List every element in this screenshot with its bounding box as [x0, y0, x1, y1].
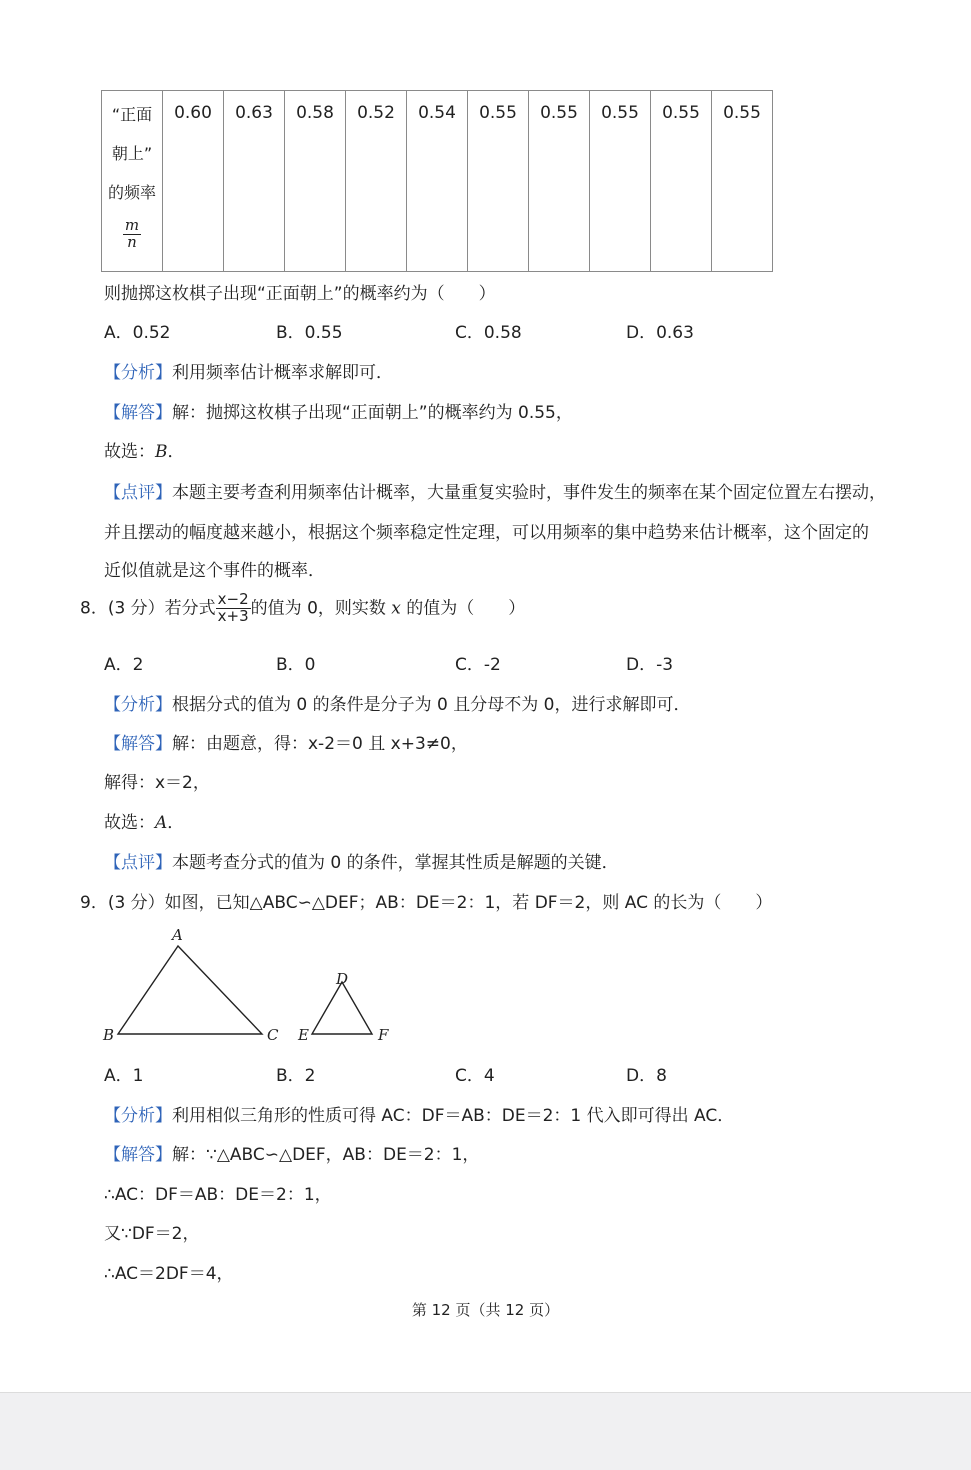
table-cell: 0.55	[651, 91, 712, 272]
q9-step-2: 又∵DF＝2，	[104, 1224, 200, 1244]
similar-triangles-figure	[100, 922, 410, 1052]
q8-variable: x	[391, 598, 401, 619]
q8-suffix-a: 的值为 0，则实数	[250, 598, 392, 619]
q8-prefix: 8．(3 分）若分式	[80, 598, 216, 619]
vertex-label-f: F	[378, 1026, 389, 1044]
solution-tag: 【解答】	[104, 1145, 172, 1165]
row-label-line: 朝上”	[111, 144, 153, 163]
choice-prefix: 故选：	[104, 442, 155, 462]
q8-option-d: D．-3	[626, 655, 674, 675]
vertex-label-d: D	[336, 970, 349, 988]
table-cell: 0.60	[163, 91, 224, 272]
analysis-tag: 【分析】	[104, 363, 172, 383]
viewer-bottom-bar	[0, 1392, 971, 1470]
q8-question	[80, 592, 525, 625]
row-label-line: 的频率	[107, 183, 156, 202]
q7-option-c: C．0.58	[455, 323, 522, 343]
q7-choice: 故选：B．	[104, 442, 185, 462]
fraction-numerator: x−2	[217, 590, 249, 608]
table-cell: 0.55	[590, 91, 651, 272]
vertex-label-e: E	[298, 1026, 309, 1044]
q8-solved: 解得：x＝2，	[104, 773, 210, 793]
q8-analysis	[104, 690, 690, 715]
q9-question: 9．(3 分）如图，已知△ABC∽△DEF；AB：DE＝2：1，若 DF＝2，则 AC 的长为（ ）	[80, 893, 773, 913]
table-cell: 0.63	[224, 91, 285, 272]
q9-option-a: A．1	[104, 1066, 144, 1086]
table-cell: 0.55	[468, 91, 529, 272]
q9-option-c: C．4	[455, 1066, 495, 1086]
choice-prefix: 故选：	[104, 813, 155, 833]
solution-text: 解：∵△ABC∽△DEF，AB：DE＝2：1，	[172, 1145, 480, 1165]
vertex-label-c: C	[267, 1026, 279, 1044]
q9-analysis	[104, 1101, 734, 1126]
q8-option-a: A．2	[104, 655, 144, 675]
q8-fraction	[216, 592, 251, 625]
q8-comment	[104, 848, 619, 873]
page-footer: 第 12 页（共 12 页）	[411, 1301, 560, 1319]
solution-text: 解：由题意，得：x-2＝0 且 x+3≠0，	[172, 734, 468, 754]
triangle-abc	[118, 946, 262, 1034]
q8-suffix-b: 的值为（ ）	[400, 598, 526, 619]
solution-text: 解：抛掷这枚棋子出现“正面朝上”的概率约为 0.55，	[172, 403, 573, 423]
q9-option-b: B．2	[276, 1066, 316, 1086]
q7-comment	[104, 478, 886, 503]
analysis-text: 利用频率估计概率求解即可．	[172, 363, 393, 383]
comment-tag: 【点评】	[104, 853, 172, 873]
comment-tag: 【点评】	[104, 483, 172, 503]
q7-option-d: D．0.63	[626, 323, 694, 343]
solution-tag: 【解答】	[104, 403, 172, 423]
solution-tag: 【解答】	[104, 734, 172, 754]
table-cell: 0.55	[712, 91, 773, 272]
table-row	[102, 91, 773, 272]
analysis-text: 根据分式的值为 0 的条件是分子为 0 且分母不为 0，进行求解即可．	[172, 695, 691, 715]
vertex-label-b: B	[103, 1026, 115, 1044]
frequency-table	[101, 90, 773, 272]
row-label-cell	[102, 91, 163, 272]
analysis-tag: 【分析】	[104, 695, 172, 715]
q8-solution	[104, 729, 468, 754]
q9-option-d: D．8	[626, 1066, 667, 1086]
choice-letter: A	[155, 813, 168, 833]
fraction-denominator: x+3	[217, 606, 249, 625]
fraction-denominator: n	[127, 232, 137, 251]
q7-analysis	[104, 358, 393, 383]
analysis-tag: 【分析】	[104, 1106, 172, 1126]
q7-question-tail: 则抛掷这枚棋子出现“正面朝上”的概率约为（ ）	[104, 284, 496, 304]
q8-option-c: C．-2	[455, 655, 501, 675]
q7-comment-line-3: 近似值就是这个事件的概率．	[104, 561, 325, 581]
q7-solution	[104, 398, 573, 423]
triangle-def	[312, 982, 372, 1034]
choice-letter: B	[155, 442, 168, 462]
fraction-numerator: m	[124, 216, 140, 234]
q7-option-a: A．0.52	[104, 323, 171, 343]
row-label-line: “正面	[111, 105, 153, 124]
q8-option-b: B．0	[276, 655, 316, 675]
q9-step-3: ∴AC＝2DF＝4，	[104, 1264, 234, 1284]
comment-text: 本题考查分式的值为 0 的条件，掌握其性质是解题的关键．	[172, 853, 619, 873]
analysis-text: 利用相似三角形的性质可得 AC：DF＝AB：DE＝2：1 代入即可得出 AC．	[172, 1106, 735, 1126]
q7-comment-line-2: 并且摆动的幅度越来越小，根据这个频率稳定性定理，可以用频率的集中趋势来估计概率，这个固定的	[104, 523, 869, 543]
comment-line: 本题主要考查利用频率估计概率，大量重复实验时，事件发生的频率在某个固定位置左右摆动，	[172, 483, 886, 503]
table-cell: 0.58	[285, 91, 346, 272]
q7-option-b: B．0.55	[276, 323, 343, 343]
q9-step-1: ∴AC：DF＝AB：DE＝2：1，	[104, 1185, 332, 1205]
vertex-label-a: A	[172, 926, 183, 944]
q8-choice: 故选：A．	[104, 813, 185, 833]
table-cell: 0.52	[346, 91, 407, 272]
q9-solution	[104, 1140, 479, 1165]
table-cell: 0.55	[529, 91, 590, 272]
table-cell: 0.54	[407, 91, 468, 272]
frequency-fraction	[102, 212, 162, 251]
